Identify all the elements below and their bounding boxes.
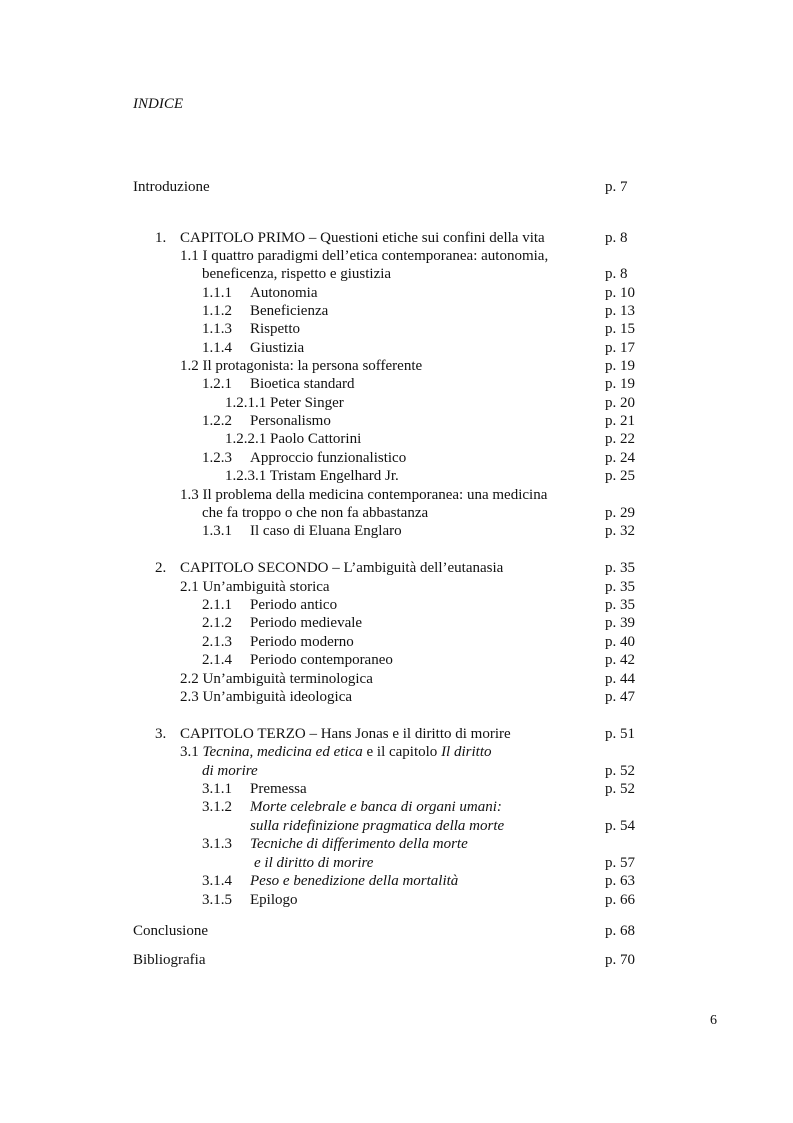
toc-page: p. 52 <box>605 763 635 779</box>
toc-subsection-cont: sulla ridefinizione pragmatica della morte <box>250 818 505 834</box>
subsection-number: 3.1.3 <box>202 836 232 852</box>
toc-section-1-1-cont: beneficenza, rispetto e giustizia <box>202 266 392 282</box>
subsection-number: 1.1.1 <box>202 285 232 301</box>
toc-page: p. 42 <box>605 652 635 668</box>
toc-section-1-2: 1.2 Il protagonista: la persona sofferente <box>180 358 423 374</box>
chapter-number: 2. <box>155 560 167 576</box>
toc-section-3-1-cont: di morire <box>202 763 258 779</box>
toc-subsubsection: 1.2.2.1 Paolo Cattorini <box>225 431 362 447</box>
toc-section-1-3-cont: che fa troppo o che non fa abbastanza <box>202 505 429 521</box>
book-title: Tecnina, medicina ed etica <box>202 744 363 760</box>
toc-subsection: Periodo contemporaneo <box>250 652 393 668</box>
toc-subsection: Bioetica standard <box>250 376 355 392</box>
toc-page: p. 15 <box>605 321 635 337</box>
toc-chapter-3: CAPITOLO TERZO – Hans Jonas e il diritto di morire <box>180 726 511 742</box>
toc-page: p. 19 <box>605 376 635 392</box>
toc-entry-introduction: Introduzione <box>133 179 210 195</box>
toc-subsection: Periodo moderno <box>250 634 354 650</box>
subsection-number: 3.1.1 <box>202 781 232 797</box>
subsection-number: 2.1.2 <box>202 615 232 631</box>
toc-page: p. 22 <box>605 431 635 447</box>
toc-page: p. 8 <box>605 230 628 246</box>
toc-section-3-1 <box>180 743 491 761</box>
toc-subsection: Il caso di Eluana Englaro <box>250 523 402 539</box>
toc-page: p. 17 <box>605 340 635 356</box>
toc-page: p. 10 <box>605 285 635 301</box>
toc-section-2-3: 2.3 Un’ambiguità ideologica <box>180 689 353 705</box>
section-connector: e il capitolo <box>362 744 442 760</box>
subsection-number: 1.3.1 <box>202 523 232 539</box>
chapter-number: 3. <box>155 726 167 742</box>
page-number: 6 <box>710 1013 717 1028</box>
toc-page: p. 47 <box>605 689 635 705</box>
toc-subsection: Premessa <box>250 781 307 797</box>
toc-page: p. 66 <box>605 892 635 908</box>
toc-section-1-3: 1.3 Il problema della medicina contemporanea: una medicina <box>180 487 548 503</box>
toc-page: p. 29 <box>605 505 635 521</box>
section-prefix: 3.1 <box>180 744 203 760</box>
toc-subsection-cont: e il diritto di morire <box>254 855 374 871</box>
toc-subsection: Tecniche di differimento della morte <box>250 836 468 852</box>
toc-page-bibliography: p. 70 <box>605 952 635 968</box>
toc-page: p. 39 <box>605 615 635 631</box>
toc-subsubsection: 1.2.1.1 Peter Singer <box>225 395 344 411</box>
toc-page: p. 35 <box>605 597 635 613</box>
toc-subsection: Autonomia <box>250 285 318 301</box>
subsection-number: 3.1.2 <box>202 799 232 815</box>
toc-subsection: Periodo antico <box>250 597 338 613</box>
toc-subsection: Rispetto <box>250 321 301 337</box>
subsection-number: 3.1.5 <box>202 892 232 908</box>
subsection-number: 1.1.4 <box>202 340 232 356</box>
toc-page-introduction: p. 7 <box>605 179 628 195</box>
toc-page-conclusion: p. 68 <box>605 923 635 939</box>
toc-page: p. 57 <box>605 855 635 871</box>
subsection-number: 2.1.4 <box>202 652 232 668</box>
toc-page: p. 24 <box>605 450 635 466</box>
toc-subsection: Morte celebrale e banca di organi umani: <box>250 799 502 815</box>
toc-page: p. 21 <box>605 413 635 429</box>
toc-page: p. 54 <box>605 818 635 834</box>
subsection-number: 1.2.1 <box>202 376 232 392</box>
toc-page: p. 32 <box>605 523 635 539</box>
subsection-number: 1.2.2 <box>202 413 232 429</box>
toc-page: p. 35 <box>605 579 635 595</box>
toc-section-2-2: 2.2 Un’ambiguità terminologica <box>180 671 373 687</box>
subsection-number: 1.1.2 <box>202 303 232 319</box>
toc-page: p. 44 <box>605 671 635 687</box>
toc-section-1-1: 1.1 I quattro paradigmi dell’etica contemporanea: autonomia, <box>180 248 549 264</box>
page-title: INDICE <box>133 96 183 112</box>
toc-entry-bibliography: Bibliografia <box>133 952 206 968</box>
toc-subsection: Beneficienza <box>250 303 329 319</box>
toc-subsection: Peso e benedizione della mortalità <box>250 873 459 889</box>
toc-subsection: Personalismo <box>250 413 331 429</box>
subsection-number: 1.1.3 <box>202 321 232 337</box>
toc-chapter-1: CAPITOLO PRIMO – Questioni etiche sui confini della vita <box>180 230 545 246</box>
subsection-number: 2.1.3 <box>202 634 232 650</box>
toc-subsection: Approccio funzionalistico <box>250 450 407 466</box>
toc-page: p. 19 <box>605 358 635 374</box>
subsection-number: 1.2.3 <box>202 450 232 466</box>
toc-page: p. 35 <box>605 560 635 576</box>
toc-page: p. 52 <box>605 781 635 797</box>
chapter-title: Il diritto <box>441 744 492 760</box>
subsection-number: 2.1.1 <box>202 597 232 613</box>
toc-chapter-2: CAPITOLO SECONDO – L’ambiguità dell’eutanasia <box>180 560 504 576</box>
toc-page: p. 8 <box>605 266 628 282</box>
toc-entry-conclusion: Conclusione <box>133 923 208 939</box>
toc-subsubsection: 1.2.3.1 Tristam Engelhard Jr. <box>225 468 399 484</box>
chapter-number: 1. <box>155 230 167 246</box>
toc-subsection: Giustizia <box>250 340 305 356</box>
toc-page: p. 20 <box>605 395 635 411</box>
toc-page: p. 13 <box>605 303 635 319</box>
toc-page: p. 25 <box>605 468 635 484</box>
toc-subsection: Periodo medievale <box>250 615 363 631</box>
toc-page: p. 63 <box>605 873 635 889</box>
toc-page: p. 51 <box>605 726 635 742</box>
toc-subsection: Epilogo <box>250 892 298 908</box>
toc-section-2-1: 2.1 Un’ambiguità storica <box>180 579 330 595</box>
subsection-number: 3.1.4 <box>202 873 232 889</box>
toc-page: p. 40 <box>605 634 635 650</box>
